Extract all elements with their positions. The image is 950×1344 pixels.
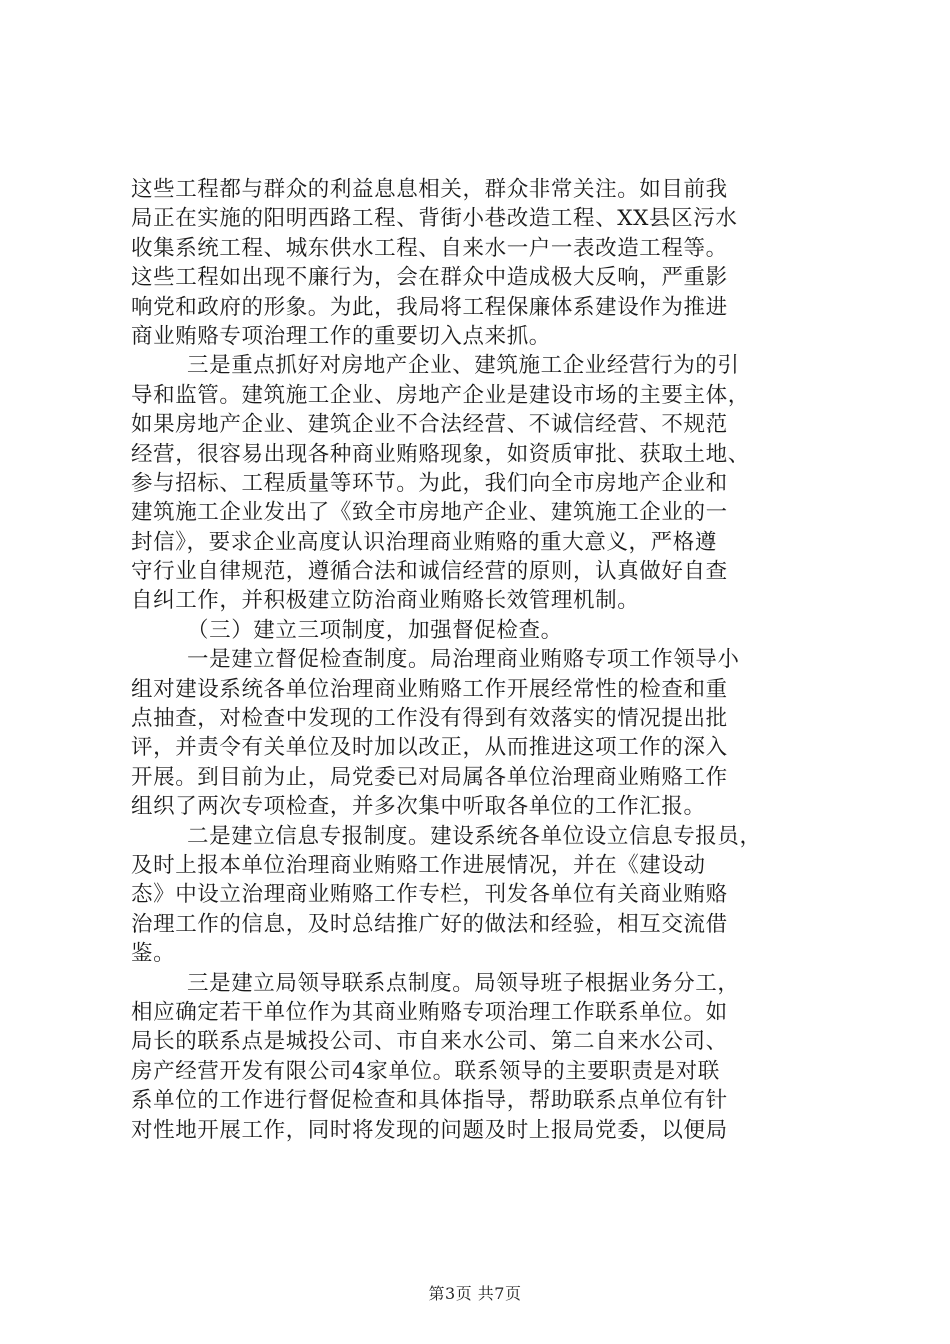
- text-line: 这些工程如出现不廉行为，会在群众中造成极大反响，严重影: [131, 265, 728, 291]
- text-line: 经营，很容易出现各种商业贿赂现象，如资质审批、获取土地、: [131, 441, 750, 467]
- text-line: 响党和政府的形象。为此，我局将工程保廉体系建设作为推进: [131, 294, 728, 320]
- text-line: 相应确定若干单位作为其商业贿赂专项治理工作联系单位。如: [131, 999, 728, 1025]
- text-line: 局长的联系点是城投公司、市自来水公司、第二自来水公司、: [131, 1029, 728, 1055]
- text-line: 参与招标、工程质量等环节。为此，我们向全市房地产企业和: [131, 470, 728, 496]
- text-line: 态》中设立治理商业贿赂工作专栏，刊发各单位有关商业贿赂: [131, 882, 728, 908]
- text-line: 二是建立信息专报制度。建设系统各单位设立信息专报员，: [187, 823, 762, 849]
- text-line: 及时上报本单位治理商业贿赂工作进展情况，并在《建设动: [131, 852, 706, 878]
- text-line: 建筑施工企业发出了《致全市房地产企业、建筑施工企业的一: [131, 500, 728, 526]
- text-line: 系单位的工作进行督促检查和具体指导，帮助联系点单位有针: [131, 1088, 728, 1114]
- body-text: [131, 175, 831, 1145]
- text-line: 收集系统工程、城东供水工程、自来水一户一表改造工程等。: [131, 235, 728, 261]
- page-footer: 第3页 共7页: [428, 1284, 522, 1303]
- text-line: 自纠工作，并积极建立防治商业贿赂长效管理机制。: [131, 588, 640, 614]
- text-line: 封信》，要求企业高度认识治理商业贿赂的重大意义，严格遵: [131, 529, 717, 555]
- text-line: 点抽查，对检查中发现的工作没有得到有效落实的情况提出批: [131, 706, 728, 732]
- text-line: 鉴。: [131, 941, 176, 967]
- text-line: 开展。到目前为止，局党委已对局属各单位治理商业贿赂工作: [131, 764, 728, 790]
- text-line: 局正在实施的阳明西路工程、背街小巷改造工程、XX县区污水: [131, 206, 738, 232]
- text-line: 守行业自律规范，遵循合法和诚信经营的原则，认真做好自查: [131, 559, 728, 585]
- text-line: 这些工程都与群众的利益息息相关，群众非常关注。如目前我: [131, 177, 728, 202]
- text-line: 组织了两次专项检查，并多次集中听取各单位的工作汇报。: [131, 794, 706, 820]
- text-line: 导和监管。建筑施工企业、房地产企业是建设市场的主要主体，: [131, 382, 750, 408]
- text-line: 商业贿赂专项治理工作的重要切入点来抓。: [131, 323, 551, 349]
- text-line: （三）建立三项制度，加强督促检查。: [187, 617, 563, 643]
- text-line: 三是重点抓好对房地产企业、建筑施工企业经营行为的引: [187, 353, 740, 379]
- text-line: 组对建设系统各单位治理商业贿赂工作开展经常性的检查和重: [131, 676, 728, 702]
- text-line: 对性地开展工作，同时将发现的问题及时上报局党委，以便局: [131, 1117, 728, 1143]
- text-line: 三是建立局领导联系点制度。局领导班子根据业务分工，: [187, 970, 740, 996]
- text-line: 评，并责令有关单位及时加以改正，从而推进这项工作的深入: [131, 735, 728, 761]
- text-line: 治理工作的信息，及时总结推广好的做法和经验，相互交流借: [131, 911, 728, 937]
- text-line: 房产经营开发有限公司4家单位。联系领导的主要职责是对联: [131, 1058, 720, 1084]
- text-line: 如果房地产企业、建筑企业不合法经营、不诚信经营、不规范: [131, 412, 728, 438]
- text-line: 一是建立督促检查制度。局治理商业贿赂专项工作领导小: [187, 647, 740, 673]
